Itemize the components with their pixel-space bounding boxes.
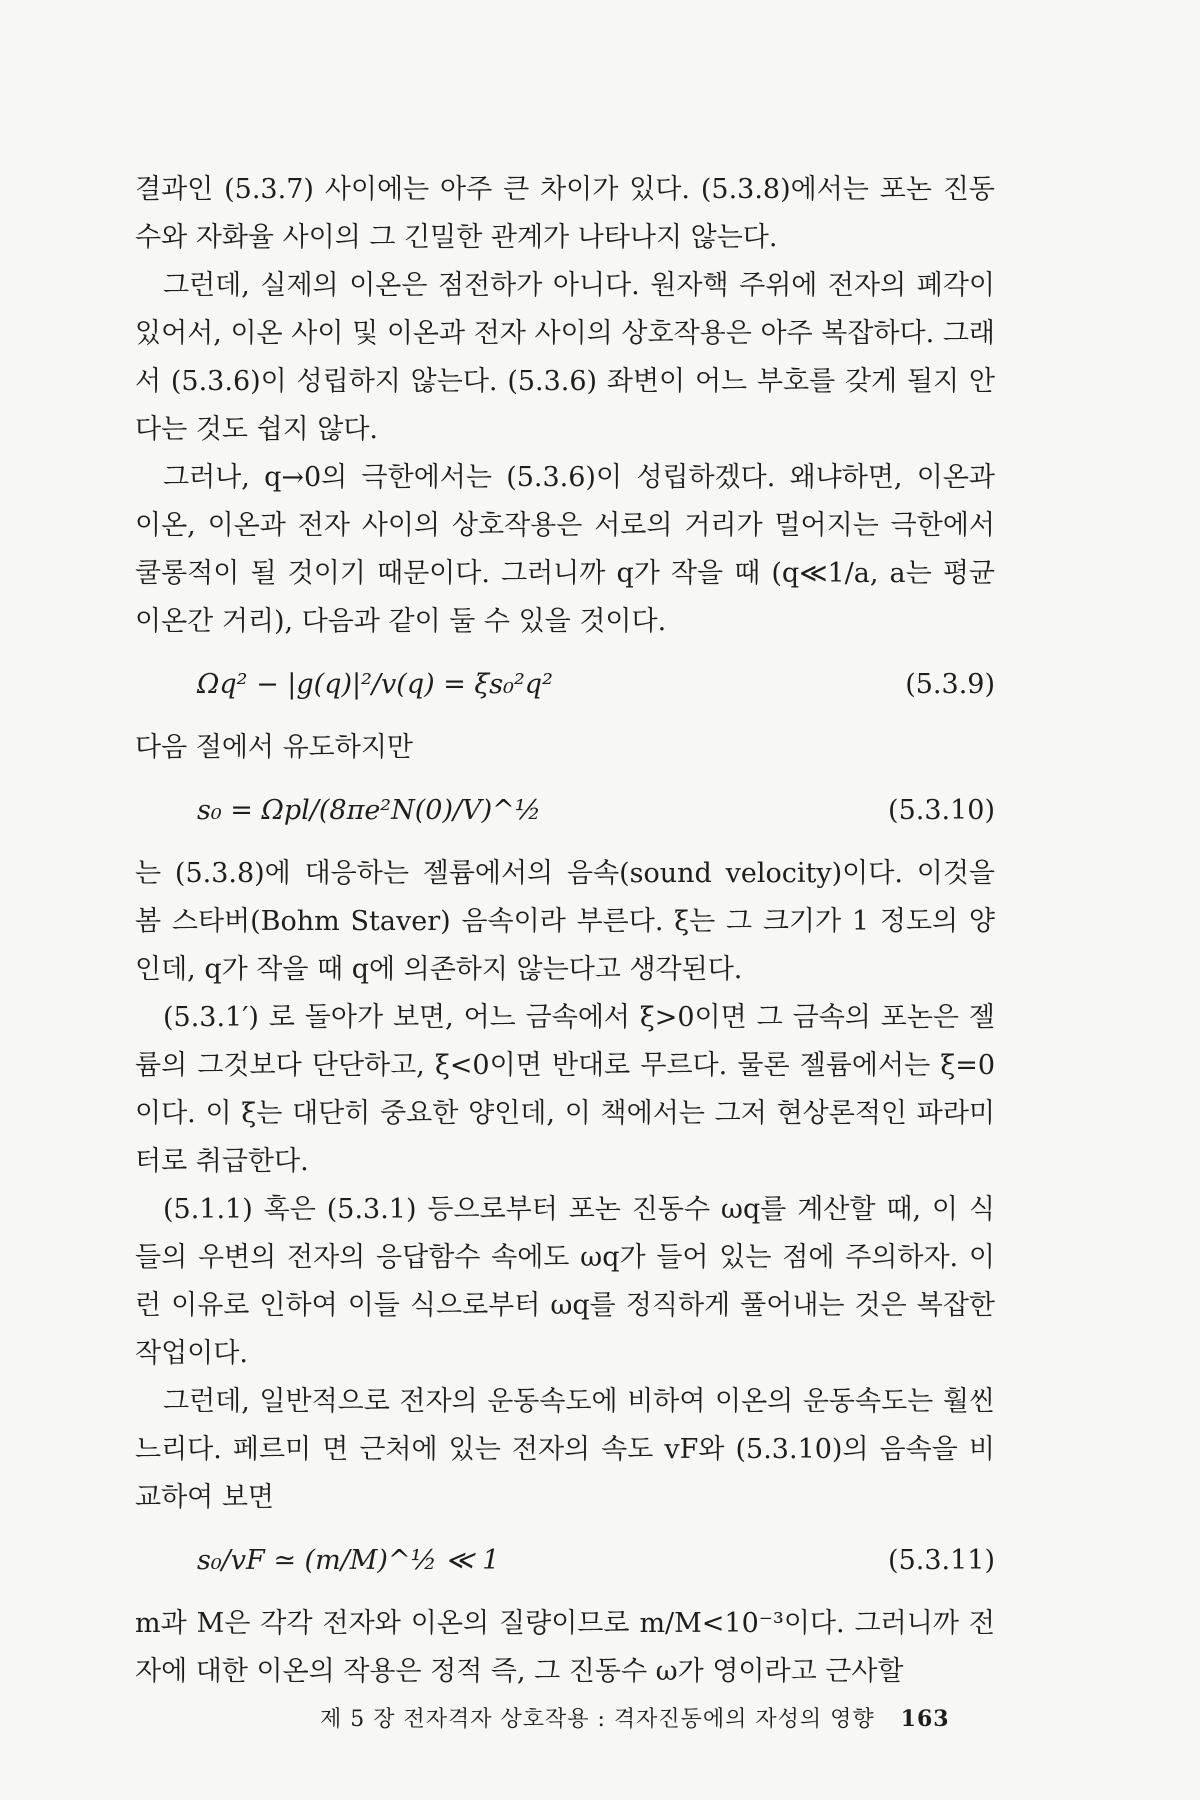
paragraph-7: (5.1.1) 혹은 (5.3.1) 등으로부터 포논 진동수 ωq를 계산할 때, 이 식들의 우변의 전자의 응답함수 속에도 ωq가 들어 있는 점에 주의하자. 이런 이유로 인하여 이들 식으로부터 ωq를 정직하게 풀어내는 것은 복잡한 작업이다.	[135, 1194, 995, 1369]
equation-expression: Ωq² − |g(q)|²/v(q) = ξs₀²q²	[197, 669, 553, 700]
equation-number: (5.3.11)	[888, 1545, 995, 1576]
body-text	[135, 166, 995, 1696]
equation-expression: s₀ = Ωpl/(8πe²N(0)/V)^½	[197, 795, 541, 826]
paragraph-5: 는 (5.3.8)에 대응하는 젤륨에서의 음속(sound velocity)이다. 이것을 봄 스타버(Bohm Staver) 음속이라 부른다. ξ는 그 크기가 1 정도의 양인데, q가 작을 때 q에 의존하지 않는다고 생각된다.	[135, 858, 995, 985]
paragraph-8: 그런데, 일반적으로 전자의 운동속도에 비하여 이온의 운동속도는 훨씬 느리다. 페르미 면 근처에 있는 전자의 속도 vF와 (5.3.10)의 음속을 비교하여 보면	[135, 1386, 995, 1513]
equation-5-3-10	[135, 772, 995, 850]
paragraph-9: m과 M은 각각 전자와 이온의 질량이므로 m/M<10⁻³이다. 그러니까 전자에 대한 이온의 작용은 정적 즉, 그 진동수 ω가 영이라고 근사할	[135, 1608, 995, 1687]
equation-number: (5.3.9)	[905, 669, 995, 700]
page-number: 163	[900, 1706, 950, 1732]
running-head: 제 5 장 전자격자 상호작용 : 격자진동에의 자성의 영향	[320, 1707, 875, 1732]
paragraph-6: (5.3.1′) 로 돌아가 보면, 어느 금속에서 ξ>0이면 그 금속의 포논은 젤륨의 그것보다 단단하고, ξ<0이면 반대로 무르다. 물론 젤륨에서는 ξ=0이다. 이 ξ는 대단히 중요한 양인데, 이 책에서는 그저 현상론적인 파라미터로 취급한다.	[135, 1002, 995, 1177]
paragraph-2: 그런데, 실제의 이온은 점전하가 아니다. 원자핵 주위에 전자의 폐각이 있어서, 이온 사이 및 이온과 전자 사이의 상호작용은 아주 복잡하다. 그래서 (5.3.6)이 성립하지 않는다. (5.3.6) 좌변이 어느 부호를 갖게 될지 안다는 것도 쉽지 않다.	[135, 270, 995, 445]
equation-5-3-9	[135, 646, 995, 724]
paragraph-1: 결과인 (5.3.7) 사이에는 아주 큰 차이가 있다. (5.3.8)에서는 포논 진동수와 자화율 사이의 그 긴밀한 관계가 나타나지 않는다.	[135, 174, 995, 253]
equation-number: (5.3.10)	[888, 795, 995, 826]
page-footer	[320, 1702, 1000, 1733]
equation-expression: s₀/vF ≃ (m/M)^½ ≪ 1	[197, 1545, 500, 1576]
paragraph-4: 다음 절에서 유도하지만	[135, 732, 413, 763]
equation-5-3-11	[135, 1522, 995, 1600]
paragraph-3: 그러나, q→0의 극한에서는 (5.3.6)이 성립하겠다. 왜냐하면, 이온과 이온, 이온과 전자 사이의 상호작용은 서로의 거리가 멀어지는 극한에서 쿨롱적이 될 것이기 때문이다. 그러니까 q가 작을 때 (q≪1/a, a는 평균 이온간 거리), 다음과 같이 둘 수 있을 것이다.	[135, 462, 995, 637]
